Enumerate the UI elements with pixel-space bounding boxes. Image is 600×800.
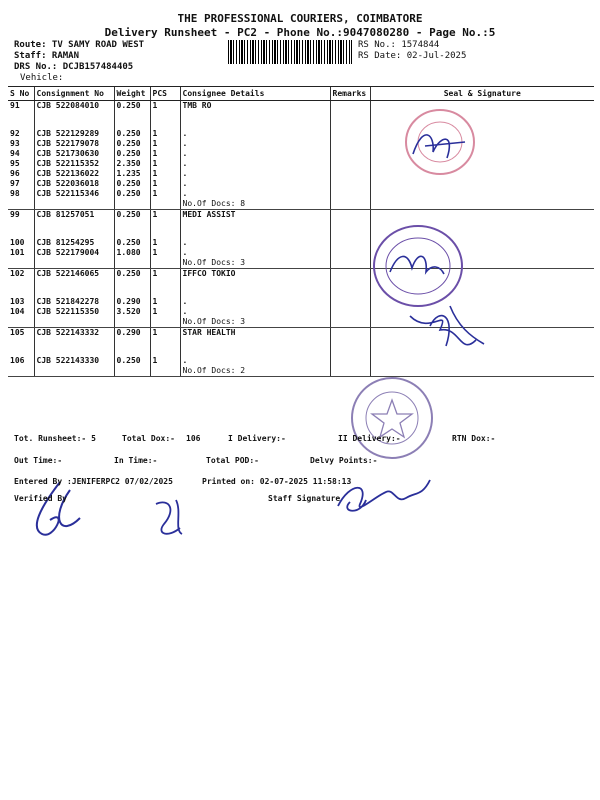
spacer-cell bbox=[114, 199, 150, 210]
docs-count: No.Of Docs: 2 bbox=[180, 366, 330, 377]
cell-weight: 1.235 bbox=[114, 169, 150, 179]
cell-consignment: CJB 522036018 bbox=[34, 179, 114, 189]
company-title: THE PROFESSIONAL COURIERS, COIMBATORE bbox=[177, 12, 423, 25]
cell-details: . bbox=[180, 248, 330, 258]
table-row bbox=[8, 269, 594, 280]
col-seal: Seal & Signature bbox=[370, 87, 594, 101]
runsheet-table bbox=[8, 86, 594, 377]
cell-pcs: 1 bbox=[150, 297, 180, 307]
spacer-cell bbox=[180, 111, 330, 129]
cell-details: . bbox=[180, 179, 330, 189]
cell-weight: 0.250 bbox=[114, 101, 150, 112]
cell-sno: 105 bbox=[10, 328, 25, 337]
cell-pcs: 1 bbox=[150, 248, 180, 258]
vehicle-label: Vehicle: bbox=[20, 73, 64, 83]
cell-pcs: 1 bbox=[150, 307, 180, 317]
tot-runsheet: Tot. Runsheet:- 5 bbox=[14, 434, 96, 443]
remarks-cell bbox=[330, 210, 370, 269]
cell-weight: 0.250 bbox=[114, 149, 150, 159]
printed-on: Printed on: 02-07-2025 11:58:13 bbox=[202, 477, 352, 486]
cell-consignment: CJB 522136022 bbox=[34, 169, 114, 179]
spacer-cell bbox=[114, 220, 150, 238]
consignee-name: MEDI ASSIST bbox=[180, 210, 330, 221]
runsheet-subtitle: Delivery Runsheet - PC2 - Phone No.:9047080280 - Page No.:5 bbox=[104, 26, 496, 39]
table-row bbox=[8, 101, 594, 112]
cell-weight: 0.290 bbox=[114, 297, 150, 307]
cell-weight: 0.250 bbox=[114, 129, 150, 139]
cell-consignment: CJB 522129289 bbox=[34, 129, 114, 139]
consignee-name: STAR HEALTH bbox=[180, 328, 330, 339]
table-row bbox=[8, 328, 594, 339]
cell-pcs: 1 bbox=[150, 101, 180, 112]
cell-weight: 1.080 bbox=[114, 248, 150, 258]
spacer-cell bbox=[150, 199, 180, 210]
col-consignee: Consignee Details bbox=[180, 87, 330, 101]
cell-pcs: 1 bbox=[150, 269, 180, 280]
consignee-name: IFFCO TOKIO bbox=[180, 269, 330, 280]
col-remarks: Remarks bbox=[330, 87, 370, 101]
cell-pcs: 1 bbox=[150, 149, 180, 159]
spacer-cell bbox=[34, 258, 114, 269]
cell-sno: 104 bbox=[10, 307, 25, 316]
cell-weight: 0.250 bbox=[114, 139, 150, 149]
spacer-cell bbox=[114, 111, 150, 129]
spacer-cell bbox=[8, 199, 34, 210]
col-pcs: PCS bbox=[150, 87, 180, 101]
cell-details: . bbox=[180, 189, 330, 199]
spacer-cell bbox=[114, 366, 150, 377]
cell-consignment: CJB 81257051 bbox=[34, 210, 114, 221]
col-weight: Weight bbox=[114, 87, 150, 101]
cell-consignment: CJB 522179078 bbox=[34, 139, 114, 149]
remarks-cell bbox=[330, 269, 370, 328]
rtn-dox: RTN Dox:- bbox=[452, 434, 496, 443]
spacer-cell bbox=[114, 279, 150, 297]
cell-consignment: CJB 521730630 bbox=[34, 149, 114, 159]
cell-consignment: CJB 522084010 bbox=[34, 101, 114, 112]
cell-weight: 0.250 bbox=[114, 179, 150, 189]
cell-consignment: CJB 521842278 bbox=[34, 297, 114, 307]
total-pod: Total POD:- bbox=[206, 456, 259, 465]
spacer-cell bbox=[150, 220, 180, 238]
cell-consignment: CJB 522115350 bbox=[34, 307, 114, 317]
spacer-cell bbox=[150, 317, 180, 328]
cell-details: . bbox=[180, 307, 330, 317]
staff-signature-icon bbox=[330, 462, 450, 522]
cell-weight: 0.290 bbox=[114, 328, 150, 339]
delvy-points: Delvy Points:- bbox=[310, 456, 378, 465]
cell-consignment: CJB 522146065 bbox=[34, 269, 114, 280]
table-row bbox=[8, 210, 594, 221]
cell-pcs: 1 bbox=[150, 139, 180, 149]
spacer-cell bbox=[8, 366, 34, 377]
spacer-cell bbox=[180, 220, 330, 238]
remarks-cell bbox=[330, 101, 370, 210]
spacer-cell bbox=[8, 279, 34, 297]
cell-pcs: 1 bbox=[150, 210, 180, 221]
cell-sno: 94 bbox=[10, 149, 20, 158]
spacer-cell bbox=[8, 338, 34, 356]
remarks-cell bbox=[330, 328, 370, 377]
docs-count: No.Of Docs: 3 bbox=[180, 258, 330, 269]
staff-label: Staff: RAMAN bbox=[14, 51, 80, 61]
cell-consignment: CJB 522143330 bbox=[34, 356, 114, 366]
cell-weight: 2.350 bbox=[114, 159, 150, 169]
cell-sno: 101 bbox=[10, 248, 25, 257]
spacer-cell bbox=[114, 338, 150, 356]
spacer-cell bbox=[150, 338, 180, 356]
out-time: Out Time:- bbox=[14, 456, 63, 465]
cell-details: . bbox=[180, 159, 330, 169]
col-consignment: Consignment No bbox=[34, 87, 114, 101]
cell-pcs: 1 bbox=[150, 179, 180, 189]
spacer-cell bbox=[180, 338, 330, 356]
cell-sno: 92 bbox=[10, 129, 20, 138]
cell-consignment: CJB 522179004 bbox=[34, 248, 114, 258]
table-header bbox=[8, 87, 594, 101]
staff-signature-label: Staff Signature bbox=[268, 494, 341, 503]
cell-weight: 3.520 bbox=[114, 307, 150, 317]
cell-details: . bbox=[180, 129, 330, 139]
spacer-cell bbox=[8, 220, 34, 238]
cell-consignment: CJB 522115346 bbox=[34, 189, 114, 199]
cell-sno: 103 bbox=[10, 297, 25, 306]
spacer-cell bbox=[34, 279, 114, 297]
cell-pcs: 1 bbox=[150, 129, 180, 139]
cell-sno: 93 bbox=[10, 139, 20, 148]
total-dox-label: Total Dox:- bbox=[122, 434, 175, 443]
cell-sno: 97 bbox=[10, 179, 20, 188]
spacer-cell bbox=[180, 279, 330, 297]
cell-pcs: 1 bbox=[150, 356, 180, 366]
spacer-cell bbox=[150, 279, 180, 297]
cell-details: . bbox=[180, 297, 330, 307]
cell-weight: 0.250 bbox=[114, 269, 150, 280]
cell-sno: 102 bbox=[10, 269, 25, 278]
cell-weight: 0.250 bbox=[114, 189, 150, 199]
tmb-stamp-icon bbox=[395, 104, 485, 182]
cell-details: . bbox=[180, 139, 330, 149]
cell-pcs: 1 bbox=[150, 238, 180, 248]
spacer-cell bbox=[34, 111, 114, 129]
cell-sno: 96 bbox=[10, 169, 20, 178]
cell-sno: 100 bbox=[10, 238, 25, 247]
col-sno: S No bbox=[8, 87, 34, 101]
cell-pcs: 1 bbox=[150, 189, 180, 199]
total-dox-value: 106 bbox=[186, 434, 201, 443]
verifier-initial-icon bbox=[146, 490, 196, 550]
spacer-cell bbox=[8, 258, 34, 269]
spacer-cell bbox=[150, 111, 180, 129]
verified-by: Verified By bbox=[14, 494, 67, 503]
cell-consignment: CJB 81254295 bbox=[34, 238, 114, 248]
ii-delivery: II Delivery:- bbox=[338, 434, 401, 443]
cell-weight: 0.250 bbox=[114, 356, 150, 366]
cell-details: . bbox=[180, 149, 330, 159]
cell-details: . bbox=[180, 356, 330, 366]
spacer-cell bbox=[8, 317, 34, 328]
cell-sno: 99 bbox=[10, 210, 20, 219]
in-time: In Time:- bbox=[114, 456, 158, 465]
star-health-stamp-icon bbox=[344, 372, 440, 464]
spacer-cell bbox=[150, 258, 180, 269]
cell-weight: 0.250 bbox=[114, 210, 150, 221]
cell-sno: 95 bbox=[10, 159, 20, 168]
spacer-cell bbox=[34, 317, 114, 328]
entered-by: Entered By :JENIFERPC2 07/02/2025 bbox=[14, 477, 173, 486]
i-delivery: I Delivery:- bbox=[228, 434, 286, 443]
cell-sno: 91 bbox=[10, 101, 20, 110]
cell-consignment: CJB 522115352 bbox=[34, 159, 114, 169]
cell-sno: 98 bbox=[10, 189, 20, 198]
spacer-cell bbox=[34, 366, 114, 377]
spacer-cell bbox=[150, 366, 180, 377]
spacer-cell bbox=[114, 258, 150, 269]
consignee-name: TMB RO bbox=[180, 101, 330, 112]
cell-sno: 106 bbox=[10, 356, 25, 365]
docs-count: No.Of Docs: 8 bbox=[180, 199, 330, 210]
iffco-signature-icon bbox=[400, 296, 490, 366]
spacer-cell bbox=[8, 111, 34, 129]
spacer-cell bbox=[114, 317, 150, 328]
drs-number: DRS No.: DCJB157484405 bbox=[14, 62, 134, 72]
rs-number: RS No.: 1574844 bbox=[358, 40, 440, 50]
cell-details: . bbox=[180, 169, 330, 179]
docs-count: No.Of Docs: 3 bbox=[180, 317, 330, 328]
cell-pcs: 1 bbox=[150, 169, 180, 179]
cell-pcs: 1 bbox=[150, 328, 180, 339]
verified-signature-icon bbox=[20, 478, 90, 548]
route-label: Route: TV SAMY ROAD WEST bbox=[14, 40, 145, 50]
spacer-cell bbox=[34, 199, 114, 210]
spacer-cell bbox=[34, 338, 114, 356]
cell-pcs: 1 bbox=[150, 159, 180, 169]
spacer-cell bbox=[34, 220, 114, 238]
cell-weight: 0.250 bbox=[114, 238, 150, 248]
rs-date: RS Date: 02-Jul-2025 bbox=[358, 51, 467, 61]
cell-consignment: CJB 522143332 bbox=[34, 328, 114, 339]
barcode bbox=[228, 40, 352, 64]
cell-details: . bbox=[180, 238, 330, 248]
